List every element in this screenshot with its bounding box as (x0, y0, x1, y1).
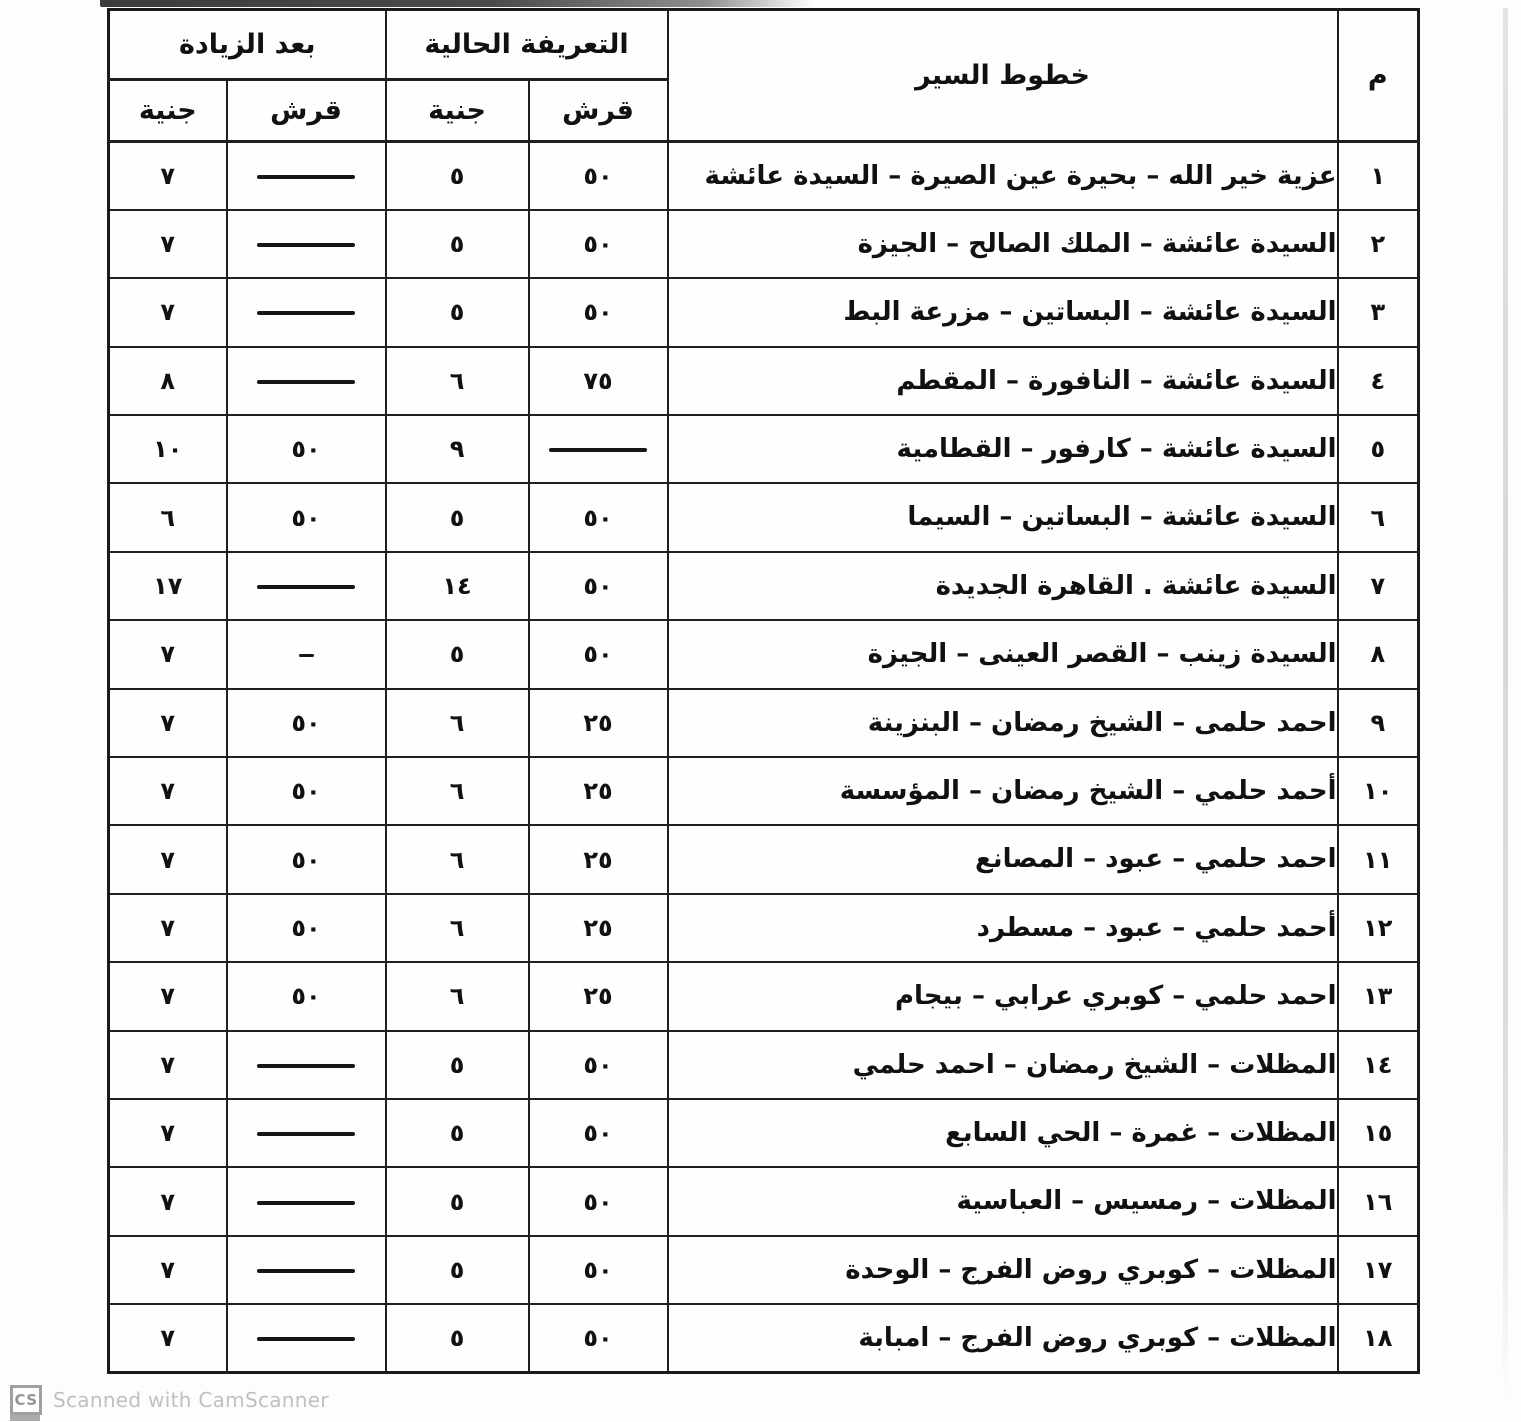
after-genih-cell: ٧ (109, 962, 227, 1030)
header-after-qirsh: قرش (227, 80, 386, 142)
current-qirsh-cell: ٥٠ (529, 210, 668, 278)
after-qirsh-cell: ٥٠ (227, 894, 386, 962)
no-value-dash (257, 1064, 355, 1068)
after-genih-cell: ٨ (109, 347, 227, 415)
serial-cell: ٢ (1338, 210, 1419, 278)
current-genih-cell: ٩ (386, 415, 529, 483)
route-cell: السيدة عائشة – البساتين – مزرعة البط (668, 278, 1338, 346)
serial-cell: ١٥ (1338, 1099, 1419, 1167)
current-genih-cell: ٥ (386, 142, 529, 210)
after-qirsh-cell (227, 620, 386, 688)
header-group-row (109, 10, 1419, 80)
serial-cell: ٩ (1338, 689, 1419, 757)
camscanner-watermark (10, 1384, 329, 1416)
after-genih-cell: ٧ (109, 1304, 227, 1372)
current-genih-cell: ٥ (386, 483, 529, 551)
after-genih-cell: ٧ (109, 894, 227, 962)
after-genih-cell: ٧ (109, 825, 227, 893)
after-qirsh-cell (227, 1031, 386, 1099)
serial-cell: ١٠ (1338, 757, 1419, 825)
current-qirsh-cell: ٥٠ (529, 620, 668, 688)
header-route: خطوط السير (668, 10, 1338, 142)
after-qirsh-cell: ٥٠ (227, 757, 386, 825)
after-qirsh-cell: ٥٠ (227, 415, 386, 483)
current-qirsh-cell: ٥٠ (529, 278, 668, 346)
table-row (109, 278, 1419, 346)
table-row (109, 1099, 1419, 1167)
route-cell: المظلات – كوبري روض الفرج – الوحدة (668, 1236, 1338, 1304)
after-qirsh-cell: ٥٠ (227, 825, 386, 893)
no-value-dash (257, 1269, 355, 1273)
current-qirsh-cell: ٢٥ (529, 689, 668, 757)
current-genih-cell: ٦ (386, 757, 529, 825)
no-value-dash (257, 1201, 355, 1205)
current-genih-cell: ١٤ (386, 552, 529, 620)
no-value-dash (549, 448, 647, 452)
route-cell: المظلات – رمسيس – العباسية (668, 1167, 1338, 1235)
header-after-increase: بعد الزيادة (109, 10, 386, 80)
table-body (109, 142, 1419, 1373)
after-genih-cell: ٧ (109, 1099, 227, 1167)
after-qirsh-cell (227, 1304, 386, 1372)
after-genih-cell: ٧ (109, 1031, 227, 1099)
header-after-genih: جنية (109, 80, 227, 142)
after-qirsh-cell (227, 210, 386, 278)
no-value-dash (257, 1132, 355, 1136)
route-cell: أحمد حلمي – عبود – مسطرد (668, 894, 1338, 962)
serial-cell: ٨ (1338, 620, 1419, 688)
current-genih-cell: ٥ (386, 1167, 529, 1235)
current-qirsh-cell: ٥٠ (529, 1167, 668, 1235)
route-cell: المظلات – الشيخ رمضان – احمد حلمي (668, 1031, 1338, 1099)
watermark-text: Scanned with CamScanner (53, 1388, 329, 1412)
current-qirsh-cell: ٥٠ (529, 142, 668, 210)
after-genih-cell: ٧ (109, 142, 227, 210)
serial-cell: ١٨ (1338, 1304, 1419, 1372)
serial-cell: ١٦ (1338, 1167, 1419, 1235)
table-row (109, 894, 1419, 962)
route-cell: المظلات – غمرة – الحي السابع (668, 1099, 1338, 1167)
current-genih-cell: ٥ (386, 1236, 529, 1304)
table-row (109, 1236, 1419, 1304)
table-row (109, 689, 1419, 757)
after-qirsh-cell: ٥٠ (227, 483, 386, 551)
serial-cell: ١٣ (1338, 962, 1419, 1030)
current-qirsh-cell: ٥٠ (529, 483, 668, 551)
after-genih-cell: ١٧ (109, 552, 227, 620)
current-genih-cell: ٦ (386, 347, 529, 415)
no-value-dash (257, 1337, 355, 1341)
after-genih-cell: ٧ (109, 210, 227, 278)
current-genih-cell: ٦ (386, 825, 529, 893)
current-genih-cell: ٥ (386, 1304, 529, 1372)
table-row (109, 552, 1419, 620)
header-current-tariff: التعريفة الحالية (386, 10, 668, 80)
table-row (109, 825, 1419, 893)
table-row (109, 962, 1419, 1030)
route-cell: المظلات – كوبري روض الفرج – امبابة (668, 1304, 1338, 1372)
current-genih-cell: ٥ (386, 1099, 529, 1167)
route-cell: السيدة عائشة . القاهرة الجديدة (668, 552, 1338, 620)
serial-cell: ١٧ (1338, 1236, 1419, 1304)
route-cell: احمد حلمي – عبود – المصانع (668, 825, 1338, 893)
after-qirsh-cell (227, 142, 386, 210)
serial-cell: ٤ (1338, 347, 1419, 415)
after-qirsh-cell (227, 552, 386, 620)
table-row (109, 1167, 1419, 1235)
current-genih-cell: ٥ (386, 210, 529, 278)
after-genih-cell: ٧ (109, 757, 227, 825)
current-genih-cell: ٥ (386, 1031, 529, 1099)
route-cell: احمد حلمى – الشيخ رمضان – البنزينة (668, 689, 1338, 757)
after-qirsh-cell (227, 347, 386, 415)
after-genih-cell: ٧ (109, 689, 227, 757)
current-genih-cell: ٦ (386, 962, 529, 1030)
no-value-dash (257, 585, 355, 589)
serial-cell: ٧ (1338, 552, 1419, 620)
current-qirsh-cell: ٥٠ (529, 1236, 668, 1304)
table-row (109, 347, 1419, 415)
after-genih-cell: ٧ (109, 1236, 227, 1304)
no-value-dash (257, 243, 355, 247)
no-value-dash (257, 311, 355, 315)
current-genih-cell: ٥ (386, 278, 529, 346)
current-qirsh-cell: ٧٥ (529, 347, 668, 415)
current-qirsh-cell: ٢٥ (529, 757, 668, 825)
serial-cell: ١٢ (1338, 894, 1419, 962)
table-row (109, 415, 1419, 483)
camscanner-cs-icon (10, 1385, 42, 1415)
serial-cell: ١ (1338, 142, 1419, 210)
current-qirsh-cell: ٥٠ (529, 1099, 668, 1167)
route-cell: أحمد حلمي – الشيخ رمضان – المؤسسة (668, 757, 1338, 825)
route-cell: السيدة عائشة – النافورة – المقطم (668, 347, 1338, 415)
route-cell: السيدة زينب – القصر العينى – الجيزة (668, 620, 1338, 688)
tariff-table (107, 8, 1420, 1374)
table-header (109, 10, 1419, 142)
table-row (109, 483, 1419, 551)
header-current-genih: جنية (386, 80, 529, 142)
after-genih-cell: ٧ (109, 1167, 227, 1235)
header-serial: م (1338, 10, 1419, 142)
current-genih-cell: ٦ (386, 689, 529, 757)
scan-edge-shadow-top (100, 0, 812, 7)
after-genih-cell: ٧ (109, 278, 227, 346)
route-cell: السيدة عائشة – الملك الصالح – الجيزة (668, 210, 1338, 278)
table-row (109, 757, 1419, 825)
cs-badge-bar (10, 1415, 40, 1421)
table-row (109, 620, 1419, 688)
route-cell: السيدة عائشة – كارفور – القطامية (668, 415, 1338, 483)
current-qirsh-cell (529, 415, 668, 483)
route-cell: احمد حلمي – كوبري عرابي – بيجام (668, 962, 1338, 1030)
table-row (109, 142, 1419, 210)
current-qirsh-cell: ٥٠ (529, 552, 668, 620)
after-qirsh-cell (227, 1236, 386, 1304)
header-current-qirsh: قرش (529, 80, 668, 142)
serial-cell: ١٤ (1338, 1031, 1419, 1099)
serial-cell: ٣ (1338, 278, 1419, 346)
current-qirsh-cell: ٥٠ (529, 1304, 668, 1372)
after-qirsh-cell (227, 1099, 386, 1167)
serial-cell: ٥ (1338, 415, 1419, 483)
serial-cell: ١١ (1338, 825, 1419, 893)
table-row (109, 1304, 1419, 1372)
current-qirsh-cell: ٢٥ (529, 894, 668, 962)
after-qirsh-cell (227, 1167, 386, 1235)
after-genih-cell: ٦ (109, 483, 227, 551)
table-row (109, 210, 1419, 278)
cs-badge-label: CS (14, 1391, 38, 1409)
after-qirsh-cell (227, 278, 386, 346)
current-qirsh-cell: ٢٥ (529, 825, 668, 893)
serial-cell: ٦ (1338, 483, 1419, 551)
after-genih-cell: ٧ (109, 620, 227, 688)
scan-edge-shadow-right (1503, 8, 1508, 1404)
after-qirsh-cell: ٥٠ (227, 689, 386, 757)
no-value-dash (257, 175, 355, 179)
current-qirsh-cell: ٥٠ (529, 1031, 668, 1099)
table-row (109, 1031, 1419, 1099)
after-genih-cell: ١٠ (109, 415, 227, 483)
route-cell: السيدة عائشة – البساتين – السيما (668, 483, 1338, 551)
no-value-dash (299, 654, 314, 657)
current-genih-cell: ٦ (386, 894, 529, 962)
route-cell: عزية خير الله – بحيرة عين الصيرة – السيدة عائشة (668, 142, 1338, 210)
no-value-dash (257, 380, 355, 384)
current-genih-cell: ٥ (386, 620, 529, 688)
after-qirsh-cell: ٥٠ (227, 962, 386, 1030)
current-qirsh-cell: ٢٥ (529, 962, 668, 1030)
